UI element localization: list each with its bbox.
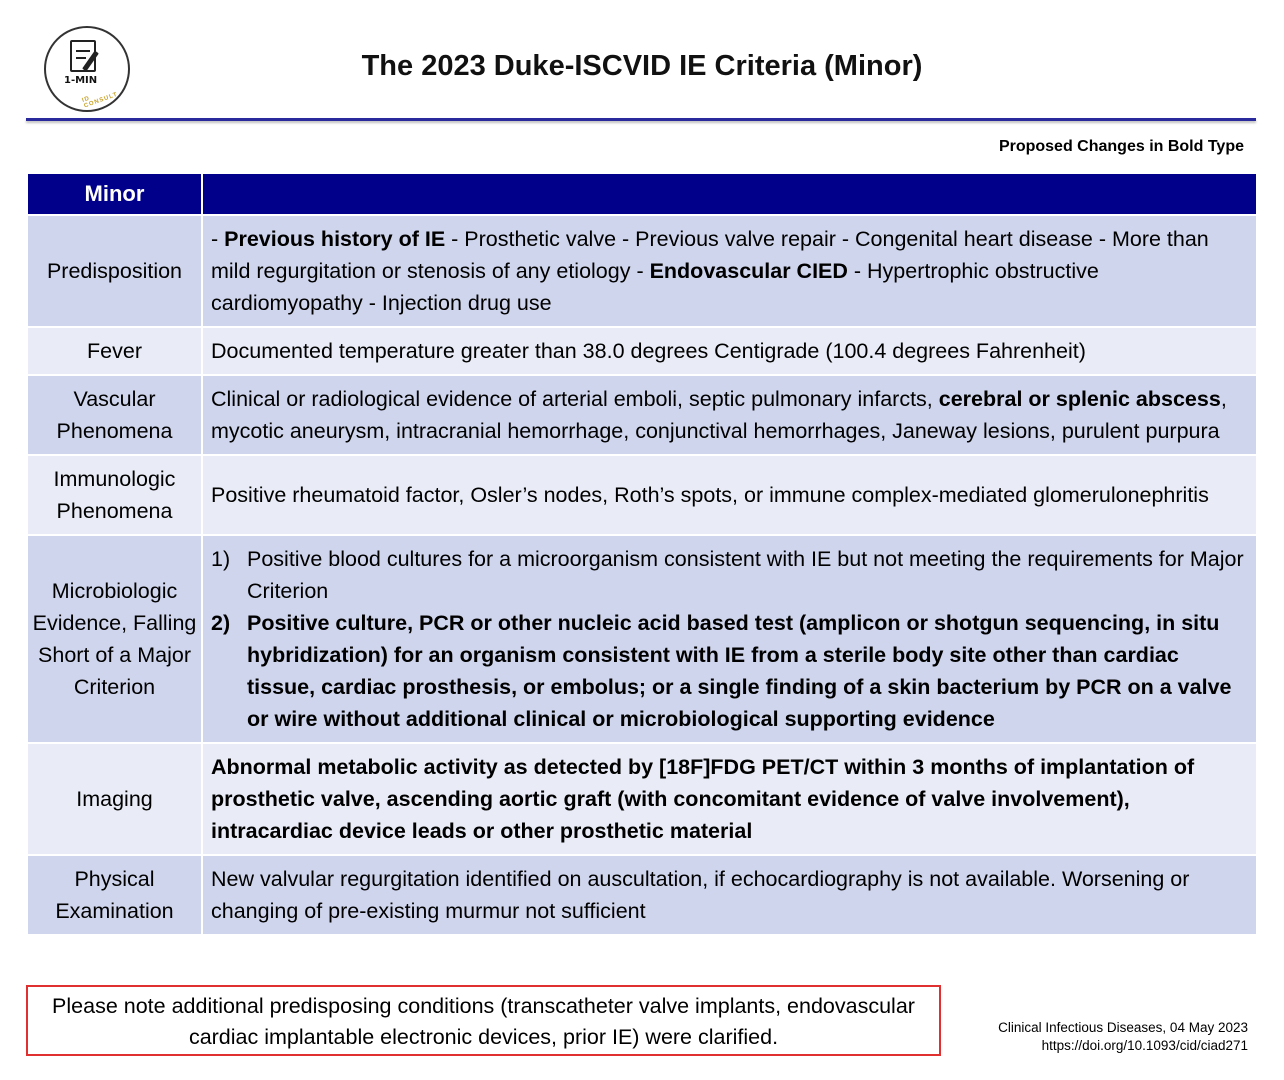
row-label: Immunologic Phenomena <box>27 455 202 535</box>
row-content <box>202 455 1257 535</box>
numbered-item <box>211 607 1248 735</box>
clarification-note: Please note additional predisposing conditions (transcatheter valve implants, endovascular cardiac implantable electronic devices, prior IE) were clarified. <box>26 985 941 1056</box>
item-text: Positive blood cultures for a microorganism consistent with IE but not meeting the requirements for Major Criterion <box>247 547 1244 603</box>
row-content <box>202 375 1257 455</box>
row-label: Physical Examination <box>27 855 202 935</box>
item-number: 1) <box>211 547 231 571</box>
row-content <box>202 535 1257 743</box>
table-row <box>27 455 1257 535</box>
content-fragment: Abnormal metabolic activity as detected by [18F]FDG PET/CT within 3 months of implantation of prosthetic valve, ascending aortic graft (with concomitant evidence of valve involvement), intracardiac device leads or other prosthetic material <box>211 755 1195 843</box>
proposed-changes-note: Proposed Changes in Bold Type <box>998 138 1244 155</box>
content-fragment: , mycotic aneurysm, intracranial hemorrhage, conjunctival hemorrhages, Janeway lesions, purulent purpura <box>211 387 1227 443</box>
content-fragment: cerebral or splenic abscess <box>938 387 1221 411</box>
numbered-item <box>211 543 1248 607</box>
content-fragment: Endovascular CIED <box>649 259 848 283</box>
row-content <box>202 327 1257 375</box>
table-row <box>27 327 1257 375</box>
content-fragment: Clinical or radiological evidence of arterial emboli, septic pulmonary infarcts, <box>211 387 939 411</box>
row-content <box>202 855 1257 935</box>
criteria-table <box>26 172 1258 936</box>
row-content <box>202 215 1257 327</box>
citation-journal: Clinical Infectious Diseases, 04 May 2023 <box>998 1020 1248 1035</box>
header-blank <box>202 173 1257 215</box>
content-fragment: - <box>211 227 225 251</box>
content-fragment: New valvular regurgitation identified on auscultation, if echocardiography is not available. Worsening or changing of pre-existing murmur not sufficient <box>211 867 1190 923</box>
citation-doi: https://doi.org/10.1093/cid/ciad271 <box>1041 1038 1248 1053</box>
logo-text: 1-MIN <box>64 75 98 86</box>
row-label: Imaging <box>27 743 202 855</box>
row-label: Microbiologic Evidence, Falling Short of a Major Criterion <box>27 535 202 743</box>
item-text: Positive culture, PCR or other nucleic acid based test (amplicon or shotgun sequencing, in situ hybridization) for an organism consistent with IE from a sterile body site other than cardiac tissue, cardiac prosthesis, or embolus; or a single finding of a skin bacterium by PCR on a valve or wire without additional clinical or microbiological supporting evidence <box>247 611 1232 731</box>
table-row <box>27 743 1257 855</box>
row-label: Fever <box>27 327 202 375</box>
row-label: Vascular Phenomena <box>27 375 202 455</box>
table-row <box>27 375 1257 455</box>
content-fragment: Previous history of IE <box>224 227 446 251</box>
content-fragment: - Prosthetic valve - Previous valve repair - Congenital heart disease - More than mild regurgitation or stenosis of any etiology - <box>211 227 1209 283</box>
citation <box>998 1019 1248 1055</box>
title-divider <box>26 118 1256 121</box>
page-title: The 2023 Duke-ISCVID IE Criteria (Minor) <box>361 50 923 82</box>
table-row <box>27 855 1257 935</box>
row-label: Predisposition <box>27 215 202 327</box>
content-fragment: - Hypertrophic obstructive cardiomyopathy - Injection drug use <box>211 259 1099 315</box>
logo-subtext: ID CONSULT <box>81 91 119 110</box>
criteria-body <box>27 215 1257 935</box>
content-fragment: Documented temperature greater than 38.0 degrees Centigrade (100.4 degrees Fahrenheit) <box>211 339 1086 363</box>
table-row <box>27 535 1257 743</box>
row-content <box>202 743 1257 855</box>
header-minor: Minor <box>27 173 202 215</box>
table-header-row <box>27 173 1257 215</box>
table-row <box>27 215 1257 327</box>
item-number: 2) <box>211 611 231 635</box>
content-fragment: Positive rheumatoid factor, Osler’s nodes, Roth’s spots, or immune complex-mediated glomerulonephritis <box>211 483 1209 507</box>
